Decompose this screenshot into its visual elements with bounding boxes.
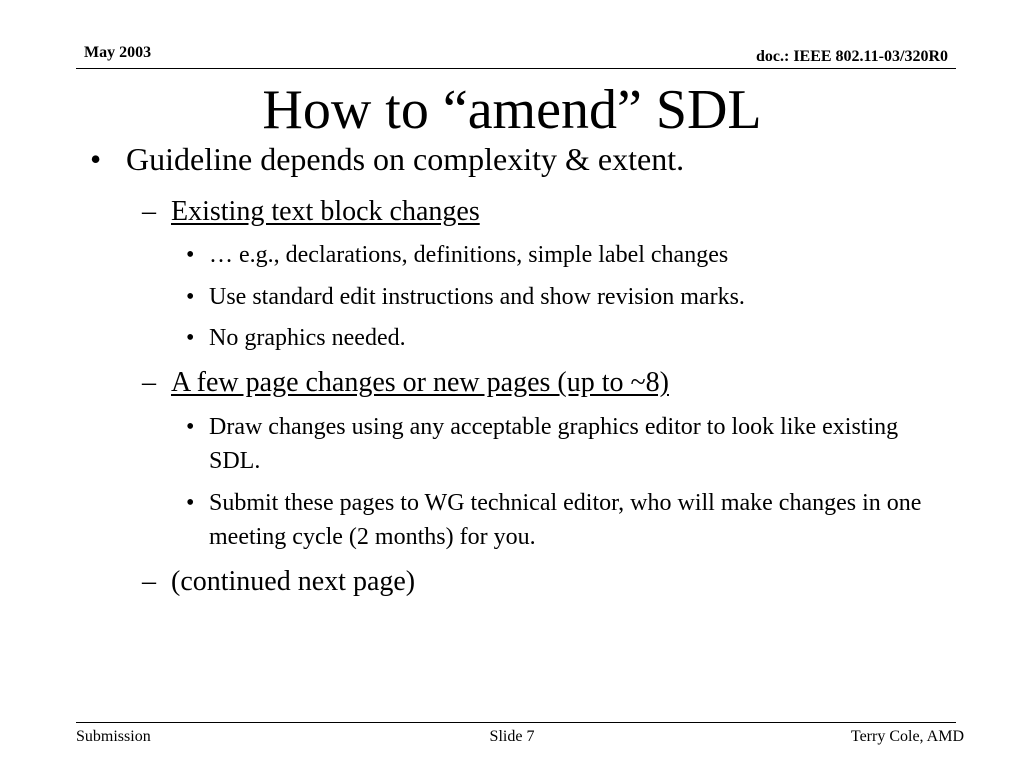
bullet-marker: • — [90, 141, 102, 177]
list-item-text: Use standard edit instructions and show revision marks. — [209, 284, 745, 310]
dash-marker: – — [142, 196, 156, 227]
sub-bullet-label: Existing text block changes — [171, 196, 480, 227]
list-item-text: Draw changes using any acceptable graphics editor to look like existing SDL. — [209, 414, 899, 474]
list-item-text: … e.g., declarations, definitions, simple label changes — [209, 242, 729, 268]
bullet-marker: • — [186, 414, 195, 440]
slide-title: How to “amend” SDL — [262, 79, 762, 141]
sub-bullet-label: (continued next page) — [171, 566, 416, 597]
bullet-text: Guideline depends on complexity & extent. — [126, 141, 685, 177]
footer-author: Terry Cole, AMD — [850, 728, 964, 745]
dash-marker: – — [142, 566, 156, 597]
footer-rule — [76, 722, 956, 723]
list-item-text: Submit these pages to WG technical editor, who will make changes in one meeting cycle (2 months) for you. — [209, 490, 922, 550]
bullet-marker: • — [186, 325, 195, 351]
footer-submission: Submission — [76, 728, 151, 745]
footer-slide-number: Slide 7 — [489, 728, 535, 745]
header-rule — [76, 68, 956, 69]
bullet-marker: • — [186, 284, 195, 310]
list-item-text: No graphics needed. — [209, 325, 406, 351]
sub-bullet-label: A few page changes or new pages (up to ~8) — [171, 367, 669, 398]
header-doc-id: doc.: IEEE 802.11-03/320R0 — [755, 48, 948, 65]
dash-marker: – — [142, 367, 156, 398]
header-date: May 2003 — [84, 44, 152, 61]
bullet-marker: • — [186, 242, 195, 268]
bullet-marker: • — [186, 490, 195, 516]
